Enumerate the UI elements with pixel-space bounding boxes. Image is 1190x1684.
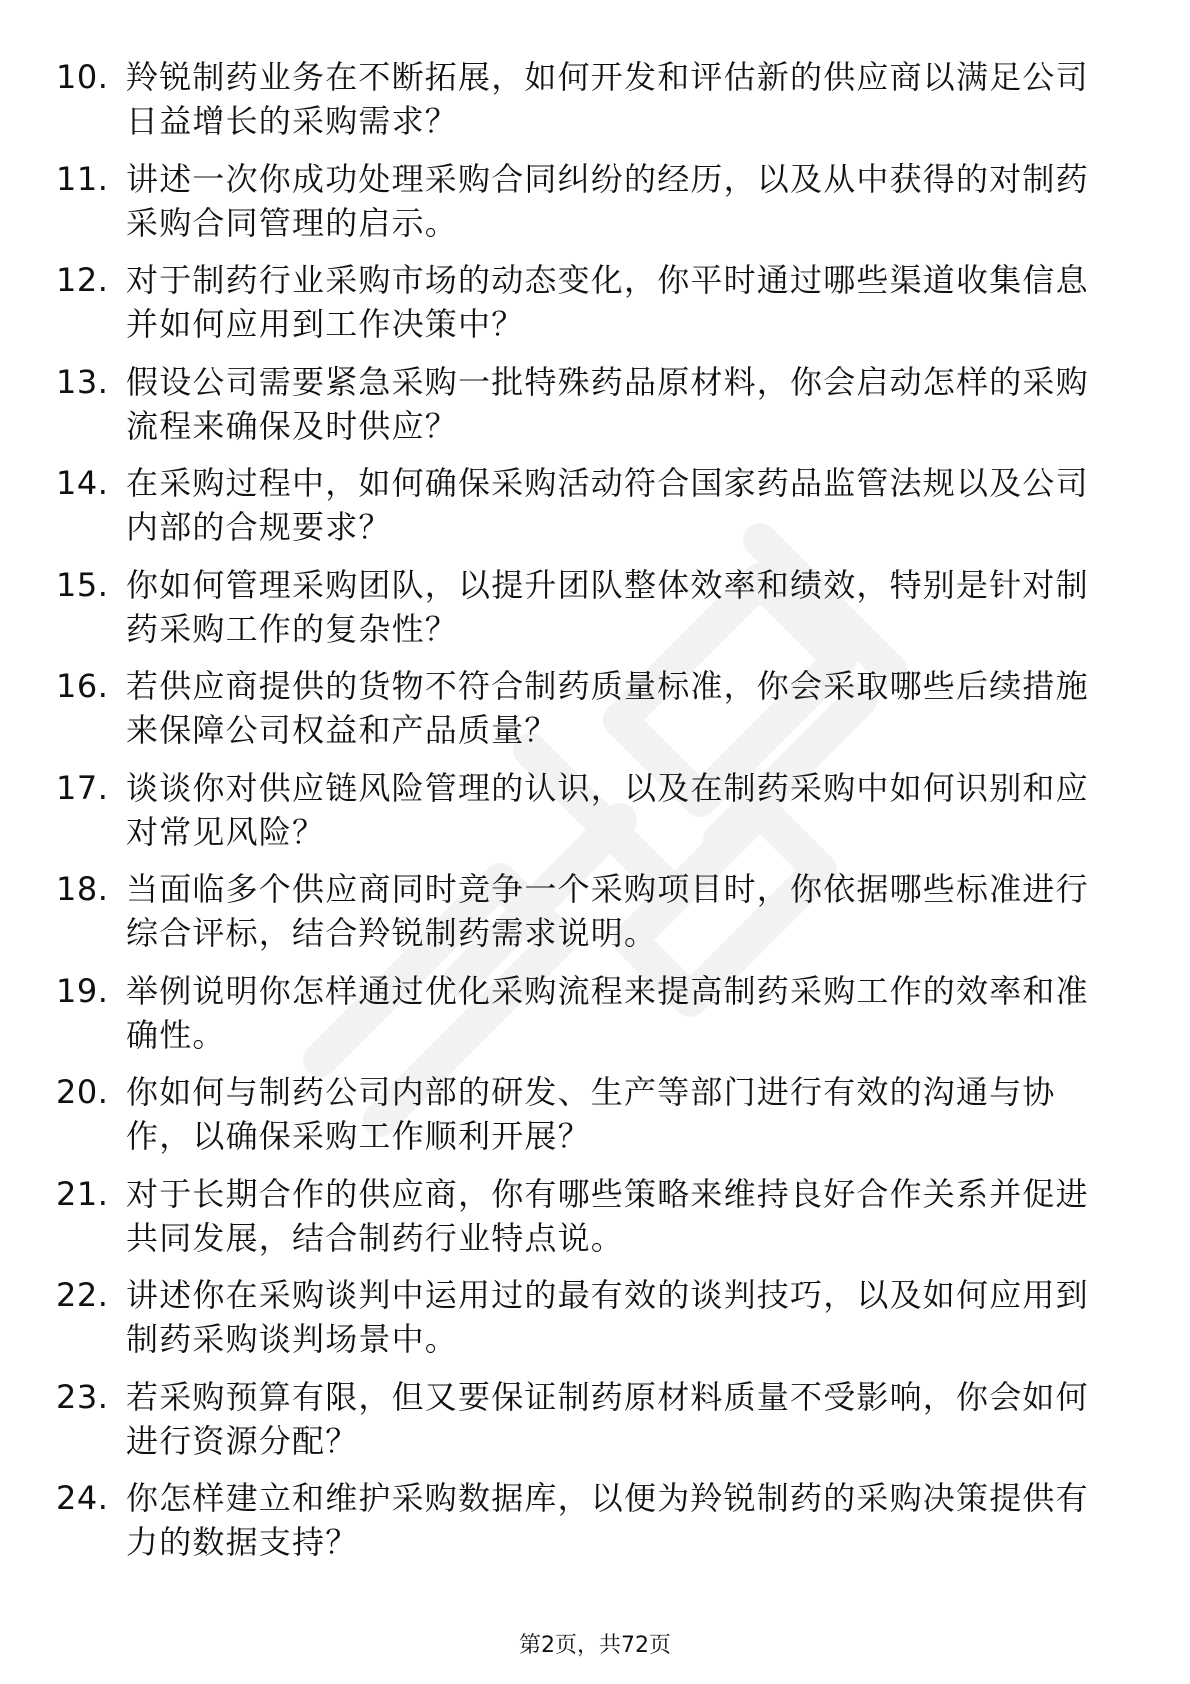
question-number: 22.: [56, 1276, 109, 1314]
question-item: [56, 1169, 1116, 1271]
question-text: 谈谈你对供应链风险管理的认识，以及在制药采购中如何识别和应对常见风险？: [126, 768, 1089, 851]
question-item: [56, 763, 1116, 865]
question-number: 11.: [56, 159, 109, 198]
question-number: 20.: [56, 1073, 109, 1111]
question-item: [56, 1067, 1116, 1169]
question-text: 假设公司需要紧急采购一批特殊药品原材料，你会启动怎样的采购流程来确保及时供应？: [126, 362, 1089, 445]
question-number: 15.: [56, 565, 109, 604]
question-text: 若供应商提供的货物不符合制药质量标准，你会采取哪些后续措施来保障公司权益和产品质量？: [126, 667, 1089, 749]
question-number: 19.: [56, 971, 109, 1010]
question-text: 羚锐制药业务在不断拓展，如何开发和评估新的供应商以满足公司日益增长的采购需求？: [126, 58, 1089, 140]
question-item: [56, 864, 1116, 966]
question-number: 21.: [56, 1174, 109, 1213]
question-number: 13.: [56, 362, 109, 401]
question-text: 你怎样建立和维护采购数据库，以便为羚锐制药的采购决策提供有力的数据支持？: [126, 1479, 1089, 1561]
question-text: 当面临多个供应商同时竞争一个采购项目时，你依据哪些标准进行综合评标，结合羚锐制药需求说明。: [126, 870, 1089, 952]
question-number: 12.: [56, 261, 109, 299]
question-item: [56, 255, 1116, 357]
question-item: [56, 661, 1116, 763]
question-number: 23.: [56, 1377, 109, 1416]
page-footer: 第2页，共72页: [519, 1633, 671, 1658]
question-item: [56, 560, 1116, 662]
question-item: [56, 1270, 1116, 1372]
question-text: 讲述一次你成功处理采购合同纠纷的经历，以及从中获得的对制药采购合同管理的启示。: [126, 159, 1089, 242]
question-text: 讲述你在采购谈判中运用过的最有效的谈判技巧，以及如何应用到制药采购谈判场景中。: [126, 1276, 1089, 1358]
question-text: 举例说明你怎样通过优化采购流程来提高制药采购工作的效率和准确性。: [126, 971, 1089, 1054]
question-number: 14.: [56, 464, 109, 502]
question-item: [56, 1372, 1116, 1474]
question-item: [56, 458, 1116, 560]
question-text: 你如何与制药公司内部的研发、生产等部门进行有效的沟通与协作，以确保采购工作顺利开展？: [126, 1073, 1056, 1155]
question-item: [56, 966, 1116, 1068]
question-text: 对于长期合作的供应商，你有哪些策略来维持良好合作关系并促进共同发展，结合制药行业特点说。: [126, 1174, 1089, 1257]
question-item: [56, 1473, 1116, 1575]
question-text: 在采购过程中，如何确保采购活动符合国家药品监管法规以及公司内部的合规要求？: [126, 464, 1089, 546]
question-item: [56, 357, 1116, 459]
question-text: 对于制药行业采购市场的动态变化，你平时通过哪些渠道收集信息并如何应用到工作决策中？: [126, 261, 1089, 343]
question-number: 10.: [56, 58, 109, 96]
question-number: 18.: [56, 870, 109, 908]
question-number: 24.: [56, 1479, 109, 1517]
question-item: [56, 154, 1116, 256]
question-number: 17.: [56, 768, 109, 807]
question-list: [56, 52, 1116, 1575]
question-number: 16.: [56, 667, 109, 705]
question-item: [56, 52, 1116, 154]
question-text: 若采购预算有限，但又要保证制药原材料质量不受影响，你会如何进行资源分配？: [126, 1377, 1089, 1460]
question-text: 你如何管理采购团队，以提升团队整体效率和绩效，特别是针对制药采购工作的复杂性？: [126, 565, 1089, 648]
